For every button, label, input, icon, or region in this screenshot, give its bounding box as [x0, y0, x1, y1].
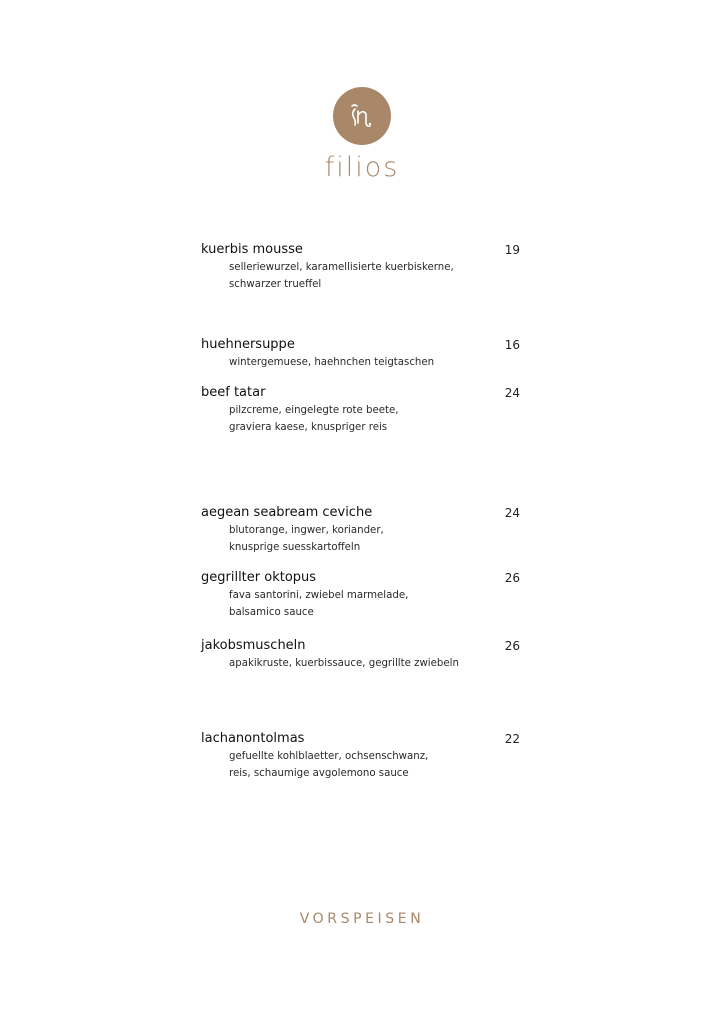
- dish-description: [201, 259, 521, 293]
- description-line: gefuellte kohlblaetter, ochsenschwanz,: [229, 751, 429, 762]
- dish-price: 16: [504, 338, 520, 352]
- description-line: pilzcreme, eingelegte rote beete,: [229, 405, 399, 416]
- dish-price: 24: [504, 506, 520, 520]
- menu-item: [201, 336, 521, 371]
- dish-description: [201, 748, 521, 782]
- dish-name: aegean seabream ceviche: [201, 505, 373, 520]
- menu-item: [201, 241, 521, 293]
- dish-description: [201, 655, 521, 672]
- description-line: selleriewurzel, karamellisierte kuerbiskerne,: [229, 262, 454, 273]
- description-line: blutorange, ingwer, koriander,: [229, 525, 384, 536]
- dish-name: lachanontolmas: [201, 731, 305, 746]
- menu-item: [201, 637, 521, 672]
- description-line: wintergemuese, haehnchen teigtaschen: [229, 357, 435, 368]
- dish-price: 22: [504, 732, 520, 746]
- dish-name: jakobsmuscheln: [201, 638, 306, 653]
- description-line: fava santorini, zwiebel marmelade,: [229, 590, 409, 601]
- dish-description: [201, 587, 521, 621]
- dish-price: 26: [504, 571, 520, 585]
- dish-description: [201, 402, 521, 436]
- dish-price: 26: [504, 639, 520, 653]
- dish-name: kuerbis mousse: [201, 242, 303, 257]
- menu-item: [201, 569, 521, 621]
- dish-description: [201, 522, 521, 556]
- description-line: reis, schaumige avgolemono sauce: [229, 768, 409, 779]
- dish-price: 19: [504, 243, 520, 257]
- description-line: graviera kaese, knuspriger reis: [229, 422, 388, 433]
- dish-name: gegrillter oktopus: [201, 570, 317, 585]
- dish-name: huehnersuppe: [201, 337, 295, 352]
- description-line: apakikruste, kuerbissauce, gegrillte zwiebeln: [229, 658, 459, 669]
- description-line: knusprige suesskartoffeln: [229, 542, 361, 553]
- brand-wordmark: filios: [324, 152, 400, 183]
- menu-item: [201, 504, 521, 556]
- brand-emblem-icon: [333, 87, 391, 145]
- dish-name: beef tatar: [201, 385, 266, 400]
- description-line: balsamico sauce: [229, 607, 314, 618]
- menu-item: [201, 730, 521, 782]
- description-line: schwarzer trueffel: [229, 279, 322, 290]
- section-title: VORSPEISEN: [299, 911, 425, 927]
- dish-price: 24: [504, 386, 520, 400]
- dish-description: [201, 354, 521, 371]
- menu-item: [201, 384, 521, 436]
